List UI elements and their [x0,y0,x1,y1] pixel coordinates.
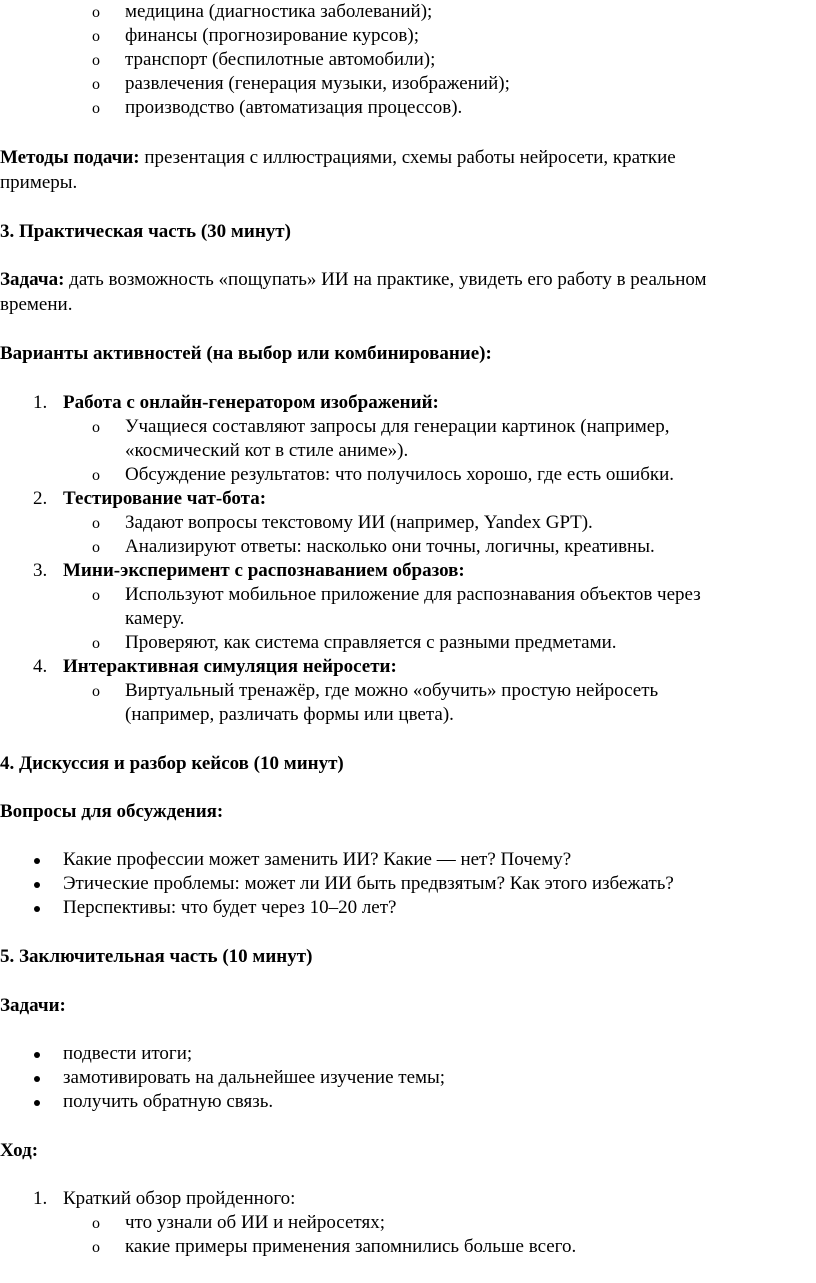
circle-bullet-icon: o [92,4,100,21]
list-item: Учащиеся составляют запросы для генерации картинок (например, [125,416,670,437]
list-number: 2. [33,488,48,509]
list-number: 4. [33,656,48,677]
list-item: замотивировать на дальнейшее изучение темы; [63,1067,446,1088]
list-item: Используют мобильное приложение для распознавания объектов через [125,584,701,605]
list-number: 1. [33,392,48,413]
activity-title: Мини-эксперимент с распознаванием образов: [63,560,465,581]
circle-bullet-icon: o [92,76,100,93]
activity-title: Работа с онлайн-генератором изображений: [63,392,439,413]
bullet-dot-icon [34,858,40,864]
list-item: Проверяют, как система справляется с разными предметами. [125,632,617,653]
list-item: Виртуальный тренажёр, где можно «обучить» простую нейросеть [125,680,659,701]
list-item: Этические проблемы: может ли ИИ быть предвзятым? Как этого избежать? [63,873,674,894]
list-item-continuation: «космический кот в стиле аниме»). [125,440,409,461]
methods-text: презентация с иллюстрациями, схемы работы нейросети, краткие [139,147,676,168]
list-item: Перспективы: что будет через 10–20 лет? [63,897,397,918]
section-heading: 4. Дискуссия и разбор кейсов (10 минут) [0,753,344,774]
list-item-continuation: камеру. [125,608,185,629]
list-item: Анализируют ответы: насколько они точны, логичны, креативны. [125,536,655,557]
list-item: подвести итоги; [63,1043,193,1064]
methods-paragraph-line [0,146,676,170]
task-paragraph-line [0,268,707,292]
list-item: производство (автоматизация процессов). [125,97,463,118]
bullet-dot-icon [34,1052,40,1058]
circle-bullet-icon: o [92,515,100,532]
list-item: что узнали об ИИ и нейросетях; [125,1212,385,1233]
circle-bullet-icon: o [92,52,100,69]
list-item: медицина (диагностика заболеваний); [125,1,433,22]
list-item: транспорт (беспилотные автомобили); [125,49,436,70]
tasks-heading: Задачи: [0,995,66,1016]
circle-bullet-icon: o [92,1215,100,1232]
methods-label: Методы подачи: [0,147,140,168]
circle-bullet-icon: o [92,419,100,436]
list-item: какие примеры применения запомнились больше всего. [125,1236,577,1257]
activity-title: Тестирование чат-бота: [63,488,267,509]
circle-bullet-icon: o [92,467,100,484]
questions-heading: Вопросы для обсуждения: [0,801,224,822]
circle-bullet-icon: o [92,539,100,556]
activity-title: Интерактивная симуляция нейросети: [63,656,397,677]
circle-bullet-icon: o [92,1239,100,1256]
list-item: Обсуждение результатов: что получилось хорошо, где есть ошибки. [125,464,675,485]
bullet-dot-icon [34,882,40,888]
task-text-continuation: времени. [0,294,73,315]
flow-heading: Ход: [0,1140,39,1161]
list-item: Задают вопросы текстовому ИИ (например, Yandex GPT). [125,512,593,533]
circle-bullet-icon: o [92,635,100,652]
list-item: финансы (прогнозирование курсов); [125,25,419,46]
list-item-continuation: (например, различать формы или цвета). [125,704,454,725]
list-item: получить обратную связь. [63,1091,274,1112]
list-item: Какие профессии может заменить ИИ? Какие — нет? Почему? [63,849,572,870]
task-label: Задача: [0,269,65,290]
list-number: 3. [33,560,48,581]
list-item: развлечения (генерация музыки, изображений); [125,73,510,94]
flow-item-title: Краткий обзор пройденного: [63,1188,296,1209]
section-heading: 3. Практическая часть (30 минут) [0,221,291,242]
bullet-dot-icon [34,1076,40,1082]
circle-bullet-icon: o [92,28,100,45]
variants-heading: Варианты активностей (на выбор или комбинирование): [0,343,492,364]
circle-bullet-icon: o [92,587,100,604]
bullet-dot-icon [34,1100,40,1106]
list-number: 1. [33,1188,48,1209]
section-heading: 5. Заключительная часть (10 минут) [0,946,313,967]
circle-bullet-icon: o [92,683,100,700]
task-text: дать возможность «пощупать» ИИ на практике, увидеть его работу в реальном [64,269,707,290]
bullet-dot-icon [34,906,40,912]
methods-text-continuation: примеры. [0,172,78,193]
circle-bullet-icon: o [92,100,100,117]
